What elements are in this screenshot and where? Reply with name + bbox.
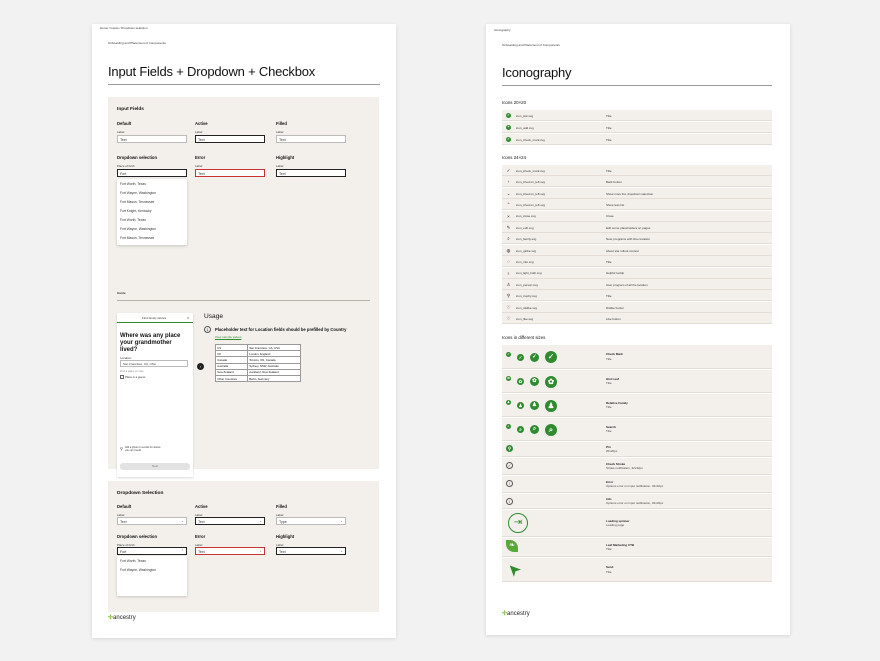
location-label: Location	[120, 356, 132, 360]
icon-description: Like button	[606, 316, 621, 321]
dropdown-option[interactable]: Fort Worth, Texas	[120, 218, 146, 222]
icon-row	[502, 313, 772, 324]
filled-label: Label	[276, 513, 284, 517]
guide-divider	[117, 300, 370, 301]
size-icon-description: 20x20px	[606, 449, 618, 453]
country-cell: New Zealand	[216, 369, 248, 375]
highlight-title: Highlight	[276, 155, 295, 160]
dropdown-menu	[117, 179, 187, 245]
table-row	[216, 375, 301, 381]
size-icon-name: Hint Leaf	[606, 376, 619, 381]
panel-heading: Dropdown Selection	[117, 491, 164, 496]
highlight-title: Highlight	[276, 534, 295, 539]
icon-row	[502, 211, 772, 222]
error-select[interactable]	[195, 547, 265, 555]
hint-leaf-icon: ✿	[530, 377, 539, 386]
size-icon-description: Title	[606, 429, 612, 433]
page-title: Input Fields + Dropdown + Checkbox	[108, 64, 316, 79]
chevron-down-icon: ⌄	[339, 549, 343, 553]
icon-trophy-icon: ⚲	[506, 293, 511, 299]
icon-chevron-left-icon: ⌃	[506, 202, 511, 208]
error-label: Label	[195, 164, 203, 168]
tick-icon: ✓	[507, 113, 510, 117]
check-mark-icon: ✓	[507, 137, 510, 141]
size-icon-name: Check Mark	[606, 352, 623, 356]
panel-heading: Input Fields	[117, 107, 144, 112]
check-stroke-icon: ✓	[507, 463, 512, 468]
location-input[interactable]: San Francisco, CA, USA	[120, 360, 188, 367]
error-title: Error	[195, 534, 206, 539]
size-icon-name: Relative Family	[606, 400, 628, 405]
icon-filename: icon_person.svg	[516, 282, 538, 287]
leaf-marketing-ctb-icon: ❧	[506, 540, 518, 552]
size-row	[502, 345, 772, 369]
error-icon: !	[506, 480, 513, 487]
icon-row	[502, 199, 772, 210]
title-divider	[108, 84, 380, 85]
size-icon-description: Options error on input notification, 32x32px	[606, 501, 664, 505]
icon-filename: icon_trophy.svg	[516, 294, 537, 299]
check-mark-icon: ✓	[507, 351, 510, 356]
filled-title: Filled	[276, 504, 287, 509]
close-icon[interactable]: ×	[187, 315, 190, 320]
relative-family-icon: ♟	[518, 403, 523, 408]
icon-description: About site rollout context	[606, 248, 639, 253]
info-icon: i	[506, 498, 513, 505]
checkbox-label: Place is a guess	[125, 375, 146, 379]
size-row	[502, 458, 772, 475]
icon-filename: icon_family.svg	[516, 237, 537, 242]
size-row	[502, 442, 772, 457]
icons20-heading: Icons 20×20	[502, 100, 527, 105]
icon-filename: icon_like.svg	[516, 316, 534, 321]
icon-row	[502, 233, 772, 244]
select-value: Type	[279, 519, 287, 524]
country-cell: Other Countries	[216, 375, 248, 381]
icon-filename: icon_tick.svg	[516, 113, 534, 118]
icon-filename: icon_chevron_left.svg	[516, 180, 546, 185]
default-input[interactable]: Text	[117, 135, 187, 143]
dropdown-option[interactable]: Fort Worth, Texas	[120, 559, 146, 563]
usage-badge: 1	[204, 326, 211, 333]
active-title: Active	[195, 504, 208, 509]
leaf-icon: ✣	[108, 615, 114, 621]
country-cell: US	[216, 345, 248, 351]
pin-icon: ⚲	[507, 446, 512, 451]
relative-family-icon: ♟	[545, 400, 557, 412]
icon-row	[502, 279, 772, 290]
active-title: Active	[195, 121, 208, 126]
filled-select[interactable]	[276, 517, 346, 525]
place-of-birth-label: Place of birth	[117, 164, 135, 168]
icon-info-icon: ◌	[507, 259, 510, 265]
breadcrumb: Home / Inputs / Dropdown selection	[100, 26, 148, 30]
icon-filename: icon_dislike.svg	[516, 305, 538, 310]
highlight-select[interactable]	[276, 547, 346, 555]
placeholder-cell: Berlin, Germany	[248, 375, 301, 381]
chevron-down-icon: ⌄	[258, 519, 262, 523]
search-icon: ⌕	[507, 424, 510, 428]
icon-family-icon: ⌕	[507, 236, 510, 242]
size-icon-name: Error	[606, 479, 614, 484]
size-icon-description: Stroke notification, 32x32px	[606, 466, 643, 470]
size-icon-name: Check Stroke	[606, 461, 626, 466]
active-input[interactable]: Text	[195, 135, 265, 143]
icon-filename: icon_add.svg	[516, 125, 534, 130]
sizes-heading: Icons in different sizes	[502, 335, 546, 340]
active-label: Label	[195, 130, 203, 134]
icon-description: Edit some placeholders on pages	[606, 225, 651, 230]
icon-like-icon: ♡	[506, 316, 511, 322]
dropdown-selection-title: Dropdown selection	[117, 155, 158, 160]
size-icon-description: Title	[606, 381, 612, 385]
icon-row	[502, 176, 772, 187]
country-cell: Canada	[216, 357, 248, 363]
filled-input[interactable]: Text	[276, 135, 346, 143]
icon-globe-icon: ◍	[506, 247, 511, 253]
size-row	[502, 418, 772, 441]
select-value: Fort	[120, 549, 127, 554]
dropdown-menu	[117, 556, 187, 596]
icon-description: New, programs with time location	[606, 237, 651, 242]
size-icon-name: Info	[606, 496, 612, 501]
icon-row	[502, 188, 772, 199]
check-mark-icon: ✓	[518, 354, 523, 360]
next-button[interactable]: Next	[120, 463, 190, 470]
logo-text: ancestry	[113, 615, 136, 621]
icon-description: Show less list	[606, 202, 625, 207]
default-select[interactable]	[117, 517, 187, 525]
icon-chevron-left-icon: ⌄	[506, 190, 511, 196]
size-icon-name: Search	[606, 424, 617, 429]
place-guess-checkbox[interactable]	[120, 375, 124, 379]
size-icon-description: Options error on input notification, 32x32px	[606, 484, 664, 488]
icon-row	[502, 290, 772, 301]
icon-check-mark-icon: ✓	[506, 168, 511, 173]
relative-family-icon: ♟	[531, 402, 537, 408]
icon-dislike-icon: ♡	[506, 304, 511, 310]
dropdown-option[interactable]: Fort Wayne, Washington	[120, 191, 157, 195]
place-of-birth-select[interactable]	[117, 547, 187, 555]
highlight-label: Label	[276, 164, 284, 168]
logo-text: ancestry	[507, 611, 530, 617]
icon-row	[502, 134, 772, 145]
size-row	[502, 558, 772, 582]
chevron-down-icon: ⌄	[258, 549, 262, 553]
search-icon: ⌕	[545, 424, 557, 436]
chevron-up-icon: ⌃	[180, 549, 184, 553]
icon-chevron-left-icon: ‹	[507, 179, 510, 185]
size-row	[502, 394, 772, 417]
usage-text: Placeholder text for Location fields should be prefilled by Country	[215, 327, 347, 332]
guide-label: Guide	[117, 291, 126, 295]
send-icon: ➤	[503, 558, 526, 581]
dropdown-option[interactable]: Fort Mason, Tennessee	[120, 236, 155, 240]
leaf-icon: ✣	[502, 611, 508, 617]
size-row	[502, 510, 772, 537]
input-fields-panel	[108, 97, 379, 469]
page-title: Iconography	[502, 65, 572, 80]
icon-description: Title	[606, 259, 612, 264]
phone-hint: Add a photo or records for stories you can't recall	[125, 446, 161, 452]
add-icon: +	[507, 125, 510, 129]
default-label: Label	[117, 513, 125, 517]
icon-row	[502, 256, 772, 267]
input-fields-sheet	[92, 24, 396, 638]
size-icon-description: Title	[606, 547, 612, 551]
icon-light-bulb-icon: ♀	[506, 270, 511, 276]
icon-row	[502, 245, 772, 256]
icon-filename: icon_chevron_left.svg	[516, 202, 546, 207]
dropdown-option[interactable]: Fort Wayne, Washington	[120, 568, 157, 572]
chevron-down-icon: ⌄	[339, 519, 343, 523]
placeholder-cell: London, England	[248, 351, 301, 357]
size-icon-name: Pin	[606, 444, 611, 449]
place-of-birth-label: Place of birth	[117, 543, 135, 547]
hint-leaf-icon: ✿	[507, 376, 510, 380]
select-value: Text	[279, 549, 286, 554]
error-label: Label	[195, 543, 203, 547]
size-icon-description: Title	[606, 356, 612, 361]
icon-row	[502, 222, 772, 233]
section-label: Onboarding and Placement of Components	[502, 43, 560, 47]
ancestry-logo	[502, 610, 530, 617]
check-mark-icon: ✓	[545, 351, 557, 363]
ancestry-logo	[108, 614, 136, 621]
relative-family-icon: ♟	[507, 400, 510, 404]
title-divider	[502, 85, 772, 86]
country-cell: UK	[216, 351, 248, 357]
icon-filename: icon_chevron_left.svg	[516, 191, 546, 196]
icon-filename: icon_check_mark.svg	[516, 137, 545, 142]
size-icon-name: Send	[606, 565, 614, 569]
select-value: Text	[198, 519, 205, 524]
icon-row	[502, 268, 772, 279]
callout-marker: ›	[197, 363, 204, 370]
loading-spinner-icon: ⇥	[508, 513, 528, 533]
breadcrumb: Iconography	[494, 28, 511, 32]
default-title: Default	[117, 504, 132, 509]
filled-title: Filled	[276, 121, 287, 126]
icon-filename: icon_close.svg	[516, 214, 536, 219]
icon-description: User program of all the location	[606, 282, 648, 287]
placeholder-cell: San Francisco, CA, USA	[248, 345, 301, 351]
icon-description: Title	[606, 113, 612, 118]
size-icon-description: Title	[606, 405, 612, 409]
select-value: Text	[198, 549, 205, 554]
default-title: Default	[117, 121, 132, 126]
size-icon-description: Loading page	[606, 523, 625, 527]
usage-link[interactable]: View sample values	[215, 335, 242, 339]
dropdown-option[interactable]: Fort Worth, Texas	[120, 182, 146, 186]
icon-person-icon: ♙	[506, 282, 511, 287]
dropdown-selection-panel	[108, 481, 379, 612]
placeholder-cell: Toronto, ON, Canada	[248, 357, 301, 363]
size-row	[502, 476, 772, 493]
icon-edit-icon: ✎	[506, 225, 511, 230]
icon-description: Back button	[606, 180, 622, 185]
size-row	[502, 370, 772, 393]
icon-filename: icon_light_bulb.svg	[516, 271, 542, 276]
highlight-label: Label	[276, 543, 284, 547]
section-label: Onboarding and Placement of Components	[108, 41, 166, 45]
placeholder-cell: Auckland, New Zealand	[248, 369, 301, 375]
select-value: Text	[120, 519, 127, 524]
phone-question: Where was any place your grandmother lived?	[120, 333, 181, 353]
active-select[interactable]	[195, 517, 265, 525]
icon-row	[502, 110, 772, 121]
icon-description: Title	[606, 294, 612, 299]
highlight-input[interactable]: Text	[276, 169, 346, 177]
size-icon-name: Loading spinner	[606, 518, 630, 523]
search-icon: ⌕	[530, 425, 539, 434]
icon-description: Title	[606, 125, 612, 130]
size-row	[502, 538, 772, 557]
dropdown-option[interactable]: Fort Knight, Kentucky	[120, 209, 152, 213]
filled-label: Label	[276, 130, 284, 134]
default-label: Label	[117, 130, 125, 134]
icon-filename: icon_edit.svg	[516, 225, 534, 230]
tab-underline	[117, 322, 193, 323]
phone-tab[interactable]: Find family stories	[142, 316, 167, 320]
icon-filename: icon_globe.svg	[516, 248, 537, 253]
icon-close-icon: ×	[507, 213, 510, 219]
dropdown-selection-title: Dropdown selection	[117, 534, 158, 539]
icons24-heading: Icons 24×24	[502, 155, 527, 160]
check-mark-icon: ✓	[530, 353, 539, 362]
error-title: Error	[195, 155, 206, 160]
placeholder-cell: Sydney, NSW, Australia	[248, 363, 301, 369]
dropdown-option[interactable]: Fort Wayne, Washington	[120, 227, 157, 231]
chevron-down-icon: ⌄	[180, 519, 184, 523]
icon-row	[502, 302, 772, 313]
icon-description: Title	[606, 137, 612, 142]
icon-description: Show more list, dropdown selection	[606, 191, 654, 196]
country-cell: Australia	[216, 363, 248, 369]
error-input[interactable]: Text	[195, 169, 265, 177]
iconography-sheet	[486, 24, 790, 635]
usage-title: Usage	[204, 313, 224, 320]
icon-description: Close	[606, 214, 614, 219]
icon-description: Helpful tooltip	[606, 271, 625, 276]
location-helper: Find a place on map	[120, 370, 144, 373]
icon-description: Dislike button	[606, 305, 625, 310]
icon-row	[502, 165, 772, 176]
icon-row	[502, 122, 772, 133]
phone-mockup	[117, 313, 193, 477]
placeholder-table	[215, 344, 301, 382]
active-label: Label	[195, 513, 203, 517]
icon-filename: icon_check_mark.svg	[516, 168, 545, 173]
icon-filename: icon_info.svg	[516, 259, 534, 264]
size-row	[502, 494, 772, 509]
size-icon-description: Title	[606, 569, 612, 574]
pin-icon: ⚲	[120, 446, 123, 451]
search-icon: ⌕	[517, 426, 524, 433]
place-of-birth-input[interactable]: Fort	[117, 169, 187, 177]
icon-description: Title	[606, 168, 612, 173]
hint-leaf-icon: ✿	[518, 379, 523, 384]
size-icon-name: Leaf Marketing CTB	[606, 542, 635, 547]
dropdown-option[interactable]: Fort Mason, Tennessee	[120, 200, 155, 204]
hint-leaf-icon: ✿	[545, 376, 557, 388]
